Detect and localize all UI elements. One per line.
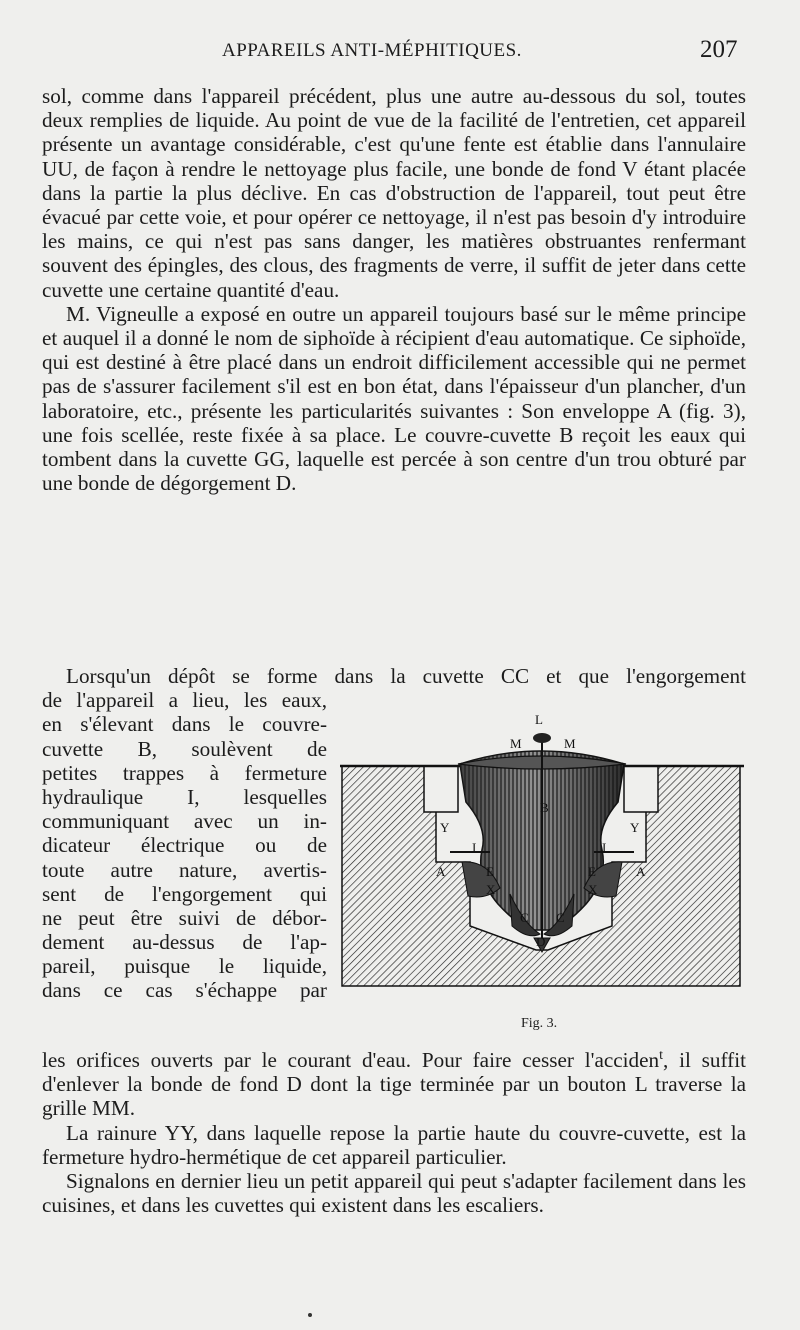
- wrapped-line: en s'élevant dans le couvre-: [42, 712, 327, 737]
- svg-text:I: I: [602, 840, 607, 855]
- wrapped-line: toute autre nature, avertis-: [42, 857, 327, 882]
- paragraph: M. Vigneulle a exposé en outre un appareil toujours basé sur le même principe et auquel il a donné le nom de siphoïde à récipient d'eau automatique. Ce siphoïde, qui est destiné à être placé dans un endroit difficilement accessible qui ne permet pas de s'assurer facilement s'il est en bon état, dans l'épaisseur d'un plancher, d'un laboratoire, etc., présente les particularités suivantes : Son enveloppe A (fig. 3), une fois scellée, reste fixée à sa place. Le couvre-cuvette B reçoit les eaux qui tombent dans la cuvette GG, laquelle est percée à son centre d'un trou obturé par une bonde de dégorgement D.: [42, 301, 746, 496]
- wrapped-line: communiquant avec un in-: [42, 809, 327, 834]
- svg-text:M: M: [564, 736, 576, 751]
- svg-text:L: L: [535, 712, 543, 727]
- svg-text:E: E: [486, 864, 494, 879]
- wrapped-line: pareil, puisque le liquide,: [42, 954, 327, 979]
- svg-text:I: I: [472, 840, 477, 855]
- text-block-bottom: [42, 1044, 746, 1217]
- wrapped-line: cuvette B, soulèvent de: [42, 736, 327, 761]
- running-title: APPAREILS ANTI-MÉPHITIQUES.: [222, 40, 522, 61]
- wrapped-line: dicateur électrique ou de: [42, 833, 327, 858]
- wrapped-line: hydraulique I, lesquelles: [42, 784, 327, 809]
- svg-text:A: A: [636, 864, 646, 879]
- svg-text:B: B: [540, 800, 549, 815]
- wrapped-line: sent de l'engorgement qui: [42, 881, 327, 906]
- svg-text:X: X: [588, 882, 598, 897]
- svg-text:Y: Y: [630, 820, 640, 835]
- svg-text:D: D: [536, 934, 546, 949]
- svg-text:Y: Y: [440, 820, 450, 835]
- paragraph: Signalons en dernier lieu un petit appareil qui peut s'adapter facilement dans les cuisines, et dans les cuvettes qui existent dans les escaliers.: [42, 1169, 746, 1218]
- paragraph: La rainure YY, dans laquelle repose la partie haute du couvre-cuvette, est la fermeture hydro-hermétique de cet appareil particulier.: [42, 1120, 746, 1169]
- page-number: 207: [700, 36, 738, 63]
- wrapped-line: de l'appareil a lieu, les eaux,: [42, 688, 327, 713]
- svg-text:E: E: [588, 864, 596, 879]
- svg-text:C: C: [556, 910, 565, 925]
- figure-caption: Fig. 3.: [521, 1016, 558, 1031]
- svg-text:C: C: [520, 910, 529, 925]
- wrapped-line: Lorsqu'un dépôt se forme dans la cuvette CC et que l'engorgement: [66, 664, 746, 688]
- footer-mark: [308, 1313, 312, 1317]
- wrapped-line: dans ce cas s'échappe par: [42, 978, 327, 1003]
- paragraph: les orifices ouverts par le courant d'eau. Pour faire cesser l'acciden$^t$, il suffit d'enlever la bonde de fond D dont la tige terminée par un bouton L traverse la grille MM.: [42, 1048, 746, 1121]
- figure-siphoid: [340, 712, 744, 992]
- running-head: [0, 38, 800, 68]
- wrapped-line: ne peut être suivi de débor-: [42, 905, 327, 930]
- text-block-top: [42, 84, 746, 495]
- wrapped-line: petites trappes à fermeture: [42, 760, 327, 785]
- svg-text:A: A: [436, 864, 446, 879]
- wrapped-line: dement au-dessus de l'ap-: [42, 930, 327, 955]
- svg-text:X: X: [486, 882, 496, 897]
- svg-text:M: M: [510, 736, 522, 751]
- paragraph: sol, comme dans l'appareil précédent, plus une autre au-dessous du sol, toutes deux remplies de liquide. Au point de vue de la facilité de l'entretien, cet appareil présente un avantage considérable, c'est qu'une fente est établie dans l'annulaire UU, de façon à rendre le nettoyage plus facile, une bonde de fond V étant placée dans la partie la plus déclive. En cas d'obstruction de l'appareil, tout peut être évacué par cette voie, et pour opérer ce nettoyage, il n'est pas besoin d'y introduire les mains, ce qui n'est pas sans danger, les matières obstruantes renfermant souvent des épingles, des clous, des fragments de verre, il suffit de jeter dans cette cuvette une certaine quantité d'eau.: [42, 84, 746, 302]
